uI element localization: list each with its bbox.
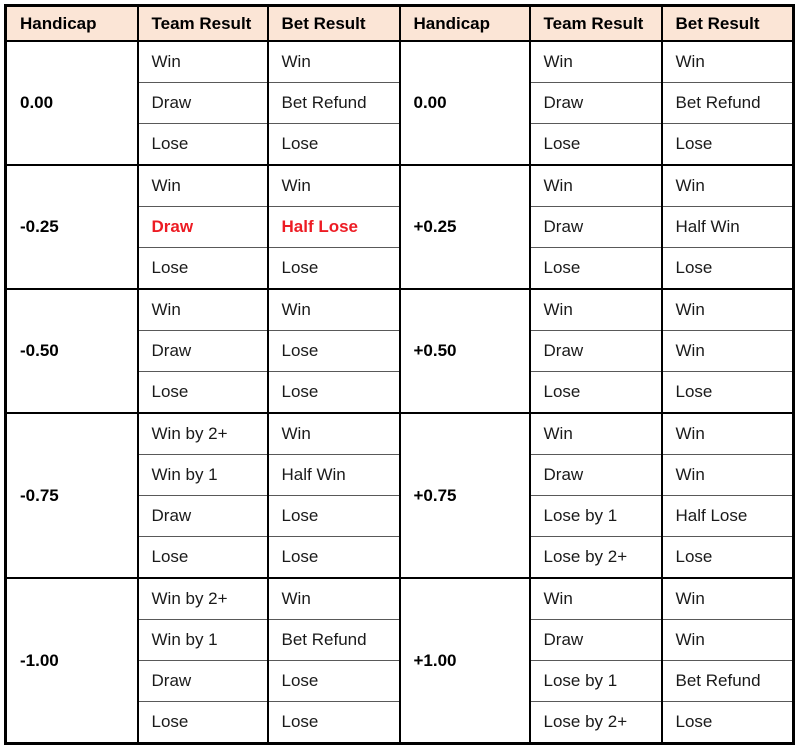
bet-result-cell: Bet Refund — [268, 620, 400, 661]
team-result-cell: Lose — [138, 372, 268, 414]
bet-result-cell: Lose — [268, 331, 400, 372]
bet-result-cell: Lose — [662, 124, 794, 166]
bet-result-cell: Lose — [268, 124, 400, 166]
team-result-cell: Draw — [138, 661, 268, 702]
bet-result-cell: Lose — [268, 537, 400, 579]
team-result-cell: Win — [138, 165, 268, 207]
bet-result-cell: Win — [662, 165, 794, 207]
header-row — [6, 6, 794, 42]
team-result-cell: Lose — [138, 124, 268, 166]
team-result-cell: Lose — [530, 372, 662, 414]
bet-result-cell: Win — [662, 331, 794, 372]
table-row — [6, 578, 794, 620]
bet-result-cell: Lose — [662, 372, 794, 414]
asian-handicap-table — [4, 4, 795, 745]
team-result-cell: Lose — [138, 537, 268, 579]
header-bet-result-left: Bet Result — [268, 6, 400, 42]
team-result-cell: Lose — [530, 248, 662, 290]
bet-result-cell: Lose — [268, 496, 400, 537]
bet-result-cell: Win — [662, 41, 794, 83]
bet-result-cell: Half Win — [268, 455, 400, 496]
team-result-cell: Draw — [530, 455, 662, 496]
header-handicap-left: Handicap — [6, 6, 138, 42]
handicap-cell-left: -0.25 — [6, 165, 138, 289]
handicap-cell-right: +0.75 — [400, 413, 530, 578]
bet-result-cell: Win — [268, 578, 400, 620]
bet-result-cell: Half Win — [662, 207, 794, 248]
handicap-cell-right: +0.50 — [400, 289, 530, 413]
team-result-cell: Draw — [138, 331, 268, 372]
team-result-cell: Lose by 2+ — [530, 537, 662, 579]
table-row — [6, 289, 794, 331]
table-row — [6, 41, 794, 83]
team-result-cell: Lose — [138, 702, 268, 744]
handicap-cell-left: -0.50 — [6, 289, 138, 413]
bet-result-cell: Win — [662, 578, 794, 620]
bet-result-cell: Lose — [268, 661, 400, 702]
team-result-cell: Lose by 1 — [530, 661, 662, 702]
team-result-cell: Draw — [530, 331, 662, 372]
team-result-cell: Win — [530, 578, 662, 620]
team-result-cell: Win by 2+ — [138, 578, 268, 620]
bet-result-cell: Win — [268, 413, 400, 455]
handicap-cell-left: -0.75 — [6, 413, 138, 578]
handicap-cell-right: +1.00 — [400, 578, 530, 744]
header-team-result-right: Team Result — [530, 6, 662, 42]
handicap-cell-right: +0.25 — [400, 165, 530, 289]
team-result-cell: Lose by 2+ — [530, 702, 662, 744]
bet-result-cell: Win — [662, 289, 794, 331]
team-result-cell: Draw — [138, 207, 268, 248]
team-result-cell: Draw — [530, 207, 662, 248]
team-result-cell: Lose by 1 — [530, 496, 662, 537]
bet-result-cell: Win — [662, 620, 794, 661]
bet-result-cell: Lose — [662, 248, 794, 290]
header-bet-result-right: Bet Result — [662, 6, 794, 42]
handicap-cell-left: -1.00 — [6, 578, 138, 744]
header-handicap-right: Handicap — [400, 6, 530, 42]
team-result-cell: Lose — [530, 124, 662, 166]
bet-result-cell: Lose — [662, 702, 794, 744]
bet-result-cell: Bet Refund — [662, 661, 794, 702]
team-result-cell: Draw — [138, 83, 268, 124]
team-result-cell: Win by 2+ — [138, 413, 268, 455]
team-result-cell: Lose — [138, 248, 268, 290]
team-result-cell: Win — [138, 289, 268, 331]
table-body — [6, 41, 794, 744]
team-result-cell: Win — [530, 413, 662, 455]
bet-result-cell: Lose — [268, 702, 400, 744]
team-result-cell: Win — [530, 289, 662, 331]
bet-result-cell: Win — [268, 289, 400, 331]
team-result-cell: Draw — [138, 496, 268, 537]
bet-result-cell: Half Lose — [662, 496, 794, 537]
team-result-cell: Win — [138, 41, 268, 83]
bet-result-cell: Lose — [268, 372, 400, 414]
handicap-cell-right: 0.00 — [400, 41, 530, 165]
bet-result-cell: Bet Refund — [268, 83, 400, 124]
bet-result-cell: Win — [662, 413, 794, 455]
bet-result-cell: Lose — [268, 248, 400, 290]
team-result-cell: Draw — [530, 83, 662, 124]
table-row — [6, 165, 794, 207]
bet-result-cell: Win — [268, 41, 400, 83]
team-result-cell: Win — [530, 41, 662, 83]
team-result-cell: Draw — [530, 620, 662, 661]
bet-result-cell: Bet Refund — [662, 83, 794, 124]
bet-result-cell: Win — [662, 455, 794, 496]
team-result-cell: Win by 1 — [138, 455, 268, 496]
team-result-cell: Win by 1 — [138, 620, 268, 661]
bet-result-cell: Half Lose — [268, 207, 400, 248]
header-team-result-left: Team Result — [138, 6, 268, 42]
bet-result-cell: Win — [268, 165, 400, 207]
handicap-cell-left: 0.00 — [6, 41, 138, 165]
team-result-cell: Win — [530, 165, 662, 207]
table-row — [6, 413, 794, 455]
bet-result-cell: Lose — [662, 537, 794, 579]
